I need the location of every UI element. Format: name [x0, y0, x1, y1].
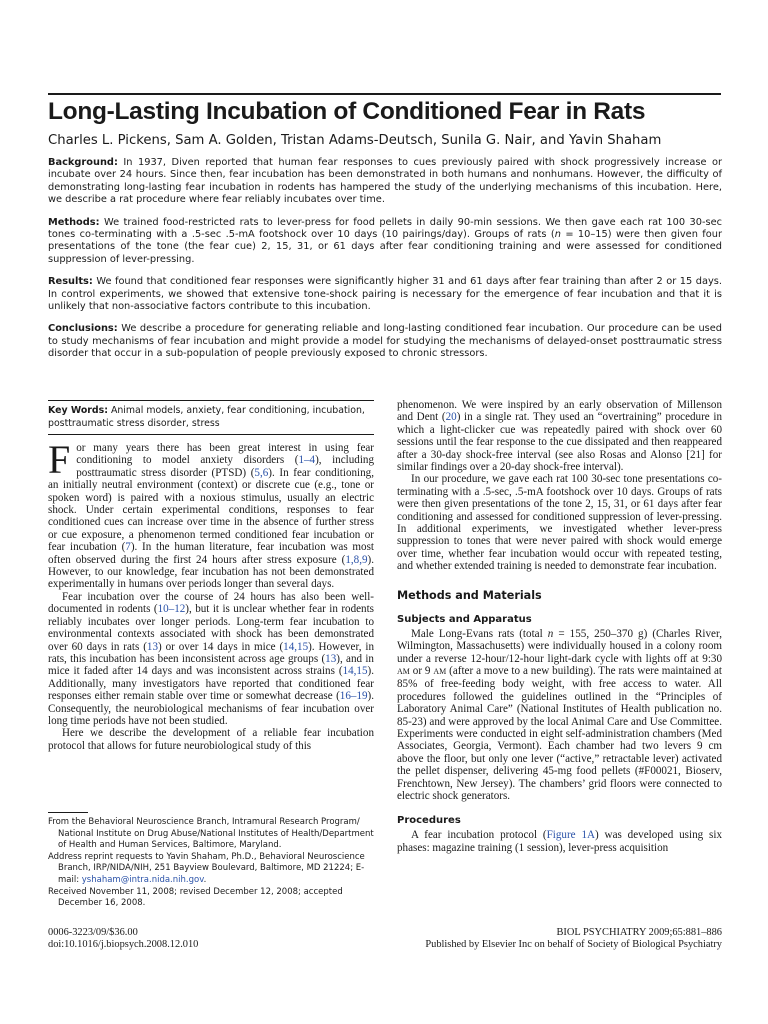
text-run: n	[547, 627, 554, 640]
abstract-results	[48, 276, 722, 313]
doi: doi:10.1016/j.biopsych.2008.12.010	[48, 939, 199, 950]
background-label: Background:	[48, 157, 118, 168]
figure-link[interactable]: Figure 1A	[546, 829, 595, 842]
footer-right	[425, 927, 722, 951]
abstract	[48, 157, 722, 371]
text-run: ) in a single rat. They used an “overtraining” procedure in which a light-clicker cue was repeatedly paired with shock over 60 sessions until the fear response to the cue dissipated and then reappeared after a 30-day shock-free interval (see also Rosas and Alonso [21] for similar findings over a 20-day shock-free interval).	[397, 411, 722, 474]
text-run: ). However, in rats, this incubation has been inconsistent across age groups (	[48, 640, 374, 665]
text-run: ). Additionally, many investigators have reported that conditioned fear responses either remain stable over time or somewhat decrease (	[48, 665, 374, 703]
text-run: (after a move to a new building). The rats were maintained at 85% of free-feeding body weight, with free access to water. All procedures followed the guidelines outlined in the “Principles of Laboratory Animal Care” (National Institutes of Health publication no. 85-23) and were approved by the local Animal Care and Use Committee. Experiments were conducted in eight self-administration chambers (Med Associates, Georgia, Vermont). Each chamber had two levers 9 cm above the floor, but only one lever (“active,” retractable lever) activated the pellet dispenser, delivering 45-mg food pellets (#F00021, Bioserv, Frenchtown, New Jersey). The chambers’ grid floors were connected to electric shock generators.	[397, 664, 723, 802]
citation-link[interactable]: 7	[125, 541, 131, 554]
methods-n: n	[554, 229, 561, 241]
text-run: phenomenon. We were inspired by an early observation of Millenson and Dent (	[397, 399, 722, 424]
footer-left	[48, 927, 198, 951]
text-run: Male Long-Evans rats (total	[411, 627, 548, 640]
citation-link[interactable]: 13	[325, 652, 337, 665]
text-run: or many years there has been great interest in using fear conditioning to model anxiety disorders (	[76, 442, 374, 467]
right-paragraph-4	[397, 829, 722, 854]
text-run: Fear incubation over the course of 24 hours has also been well-documented in rodents (	[48, 590, 374, 616]
background-text: In 1937, Diven reported that human fear responses to cues previously paired with shock progressively increase or incubate over 24 hours. Since then, fear incubation has been demonstrated in both humans and nonhumans. However, the difficulty of demonstrating long-lasting fear incubation in rodents has hampered the study of the underlying mechanisms of this incubation. Here, we describe a rat procedure where fear reliably incubates over time.	[48, 157, 722, 206]
subsection-heading-subjects: Subjects and Apparatus	[397, 613, 532, 625]
text-run: ) was developed using six phases: magazine training (1 session), lever-press acquisition	[397, 829, 722, 854]
left-column	[48, 437, 374, 752]
methods-label: Methods:	[48, 216, 100, 228]
text-run: ) or over 14 days in mice (	[158, 640, 284, 653]
drop-cap: F	[48, 437, 71, 482]
email-link[interactable]: yshaham@intra.nida.nih.gov	[81, 874, 204, 885]
citation-link[interactable]: 16–19	[339, 690, 368, 703]
text-run: or 9	[409, 664, 434, 677]
text-run: ), including posttraumatic stress disorder (PTSD) (	[76, 454, 374, 479]
text-run: AM	[397, 666, 410, 676]
conclusions-label: Conclusions:	[48, 323, 118, 335]
text-run: = 155, 250–370 g) (Charles River, Wilmington, Massachusetts) were individually housed in a colony room under a reverse 12-hour/12-hour light-dark cycle with lights off at 9:30	[397, 627, 722, 665]
issn: 0006-3223/09/$36.00	[48, 927, 138, 938]
methods-text-1: We trained food-restricted rats to lever-press for food pellets in daily 90-min sessions. We then gave each rat 100 30-sec tones co-terminating with a .5-sec .5-mA footshock over 10 days (10 pairings/day). Groups of rats (	[48, 216, 723, 241]
publisher-line: Published by Elsevier Inc on behalf of Society of Biological Psychiatry	[425, 939, 722, 950]
abstract-methods	[48, 217, 722, 267]
abstract-conclusions	[48, 323, 722, 360]
intro-paragraph-1	[48, 437, 374, 591]
keywords-label: Key Words:	[48, 405, 108, 416]
text-run: ). In fear conditioning, an initially neutral environment (context) or discrete cue (e.g., tone or spoken word) is paired with a noxious stimulus, usually an electric shock. Under certain experimental conditions, responses to fear conditioned cues can increase over time in the absence of further stress or cue exposure, a phenomenon termed conditioned fear incubation or fear incubation (	[48, 466, 374, 554]
text-run: ). In the human literature, fear incubation was most often observed during the first 24 hours after stress exposure (	[48, 541, 374, 566]
author-list: Charles L. Pickens, Sam A. Golden, Tristan Adams-Deutsch, Sunila G. Nair, and Yavin Shaham	[48, 133, 662, 148]
citation-link[interactable]: 14,15	[342, 665, 368, 678]
footnote-address	[48, 852, 378, 887]
conclusions-text: We describe a procedure for generating reliable and long-lasting conditioned fear incubation. Our procedure can be used to study mechanisms of fear incubation and might provide a model for studying the mechanisms of delayed-onset posttraumatic stress disorder that occur in a sub-population of people previously exposed to chronic stressors.	[48, 323, 722, 360]
text-run: ), but it is unclear whether fear in rodents reliably incubates over longer periods. Long-term fear incubation to environmental contexts associated with shock has been demonstrated over 60 days in rats (	[48, 603, 374, 653]
article-title: Long-Lasting Incubation of Conditioned Fear in Rats	[48, 98, 646, 125]
results-label: Results:	[48, 276, 93, 288]
keywords-text: Animal models, anxiety, fear conditioning, incubation, posttraumatic stress disorder, stress	[48, 405, 365, 429]
footnote-rule	[48, 812, 88, 813]
citation-link[interactable]: 5,6	[254, 466, 269, 479]
subsection-heading-procedures: Procedures	[397, 815, 461, 827]
footnote-dates: Received November 11, 2008; revised December 12, 2008; accepted December 16, 2008.	[48, 886, 343, 909]
text-run: AM	[433, 666, 447, 676]
keywords-box	[48, 400, 374, 435]
right-paragraph-1	[397, 399, 722, 473]
text-run: .	[203, 874, 207, 885]
methods-text-2: = 10–15) were then given four presentations of the tone (the fear cue) 2, 15, 31, or 61 days after fear conditioning training and were assessed for conditioned suppression of lever-pressing.	[48, 229, 722, 265]
citation-link[interactable]: 1–4	[298, 454, 316, 467]
footnote-affiliation: From the Behavioral Neuroscience Branch, Intramural Research Program/ National Institute on Drug Abuse/National Institutes of Health/Department of Health and Human Services, Baltimore, Maryland.	[48, 817, 374, 851]
text-run: ). Consequently, the neurobiological mechanisms of fear incubation over long time periods have not been studied.	[48, 690, 374, 727]
citation-link[interactable]: 10–12	[157, 603, 186, 616]
abstract-background	[48, 157, 722, 207]
text-run: ), and in mice it faded after 14 days and was inconsistent across strains (	[48, 652, 374, 678]
intro-paragraph-3: Here we describe the development of a reliable fear incubation protocol that allows for future neurobiological study of this	[48, 727, 374, 752]
top-rule	[48, 93, 721, 95]
citation-link[interactable]: 1,8,9	[345, 553, 368, 566]
text-run: ). However, to our knowledge, fear incubation has not been demonstrated experimentally in humans over periods longer than several days.	[48, 553, 374, 591]
citation-link[interactable]: 20	[445, 411, 457, 424]
right-paragraph-3	[397, 628, 722, 803]
section-heading-methods: Methods and Materials	[397, 588, 542, 602]
right-paragraph-2: In our procedure, we gave each rat 100 30-sec tone presentations co-terminating with a .5-sec, .5-mA footshock over 10 days. Groups of rats were then given presentations of the tone 2, 15, 31, or 61 days after fear conditioning and assessed for conditioned suppression of lever-pressing. In additional experiments, we investigated whether lever-press suppression to tones that were never paired with shock would emerge over time, whether fear incubation would occur with repeated testing, and whether extended training is needed to demonstrate fear incubation.	[397, 473, 722, 573]
journal-citation: BIOL PSYCHIATRY 2009;65:881–886	[556, 927, 722, 938]
citation-link[interactable]: 14,15	[283, 640, 309, 653]
text-run: Address reprint requests to Yavin Shaham, Ph.D., Behavioral Neuroscience Branch, IRP/NIDA/NIH, 251 Bayview Boulevard, Baltimore, MD 21224; E-mail:	[48, 851, 365, 885]
footnotes	[48, 817, 378, 910]
text-run: A fear incubation protocol (	[411, 829, 547, 842]
results-text: We found that conditioned fear responses were significantly higher 31 and 61 days after fear training than after 2 or 15 days. In control experiments, we showed that extensive tone-shock pairing is necessary for the emergence of fear incubation and that it is unlikely that non-associative factors contribute to this incubation.	[48, 276, 722, 313]
citation-link[interactable]: 13	[146, 640, 159, 653]
right-column	[397, 399, 722, 854]
intro-paragraph-2	[48, 591, 374, 727]
